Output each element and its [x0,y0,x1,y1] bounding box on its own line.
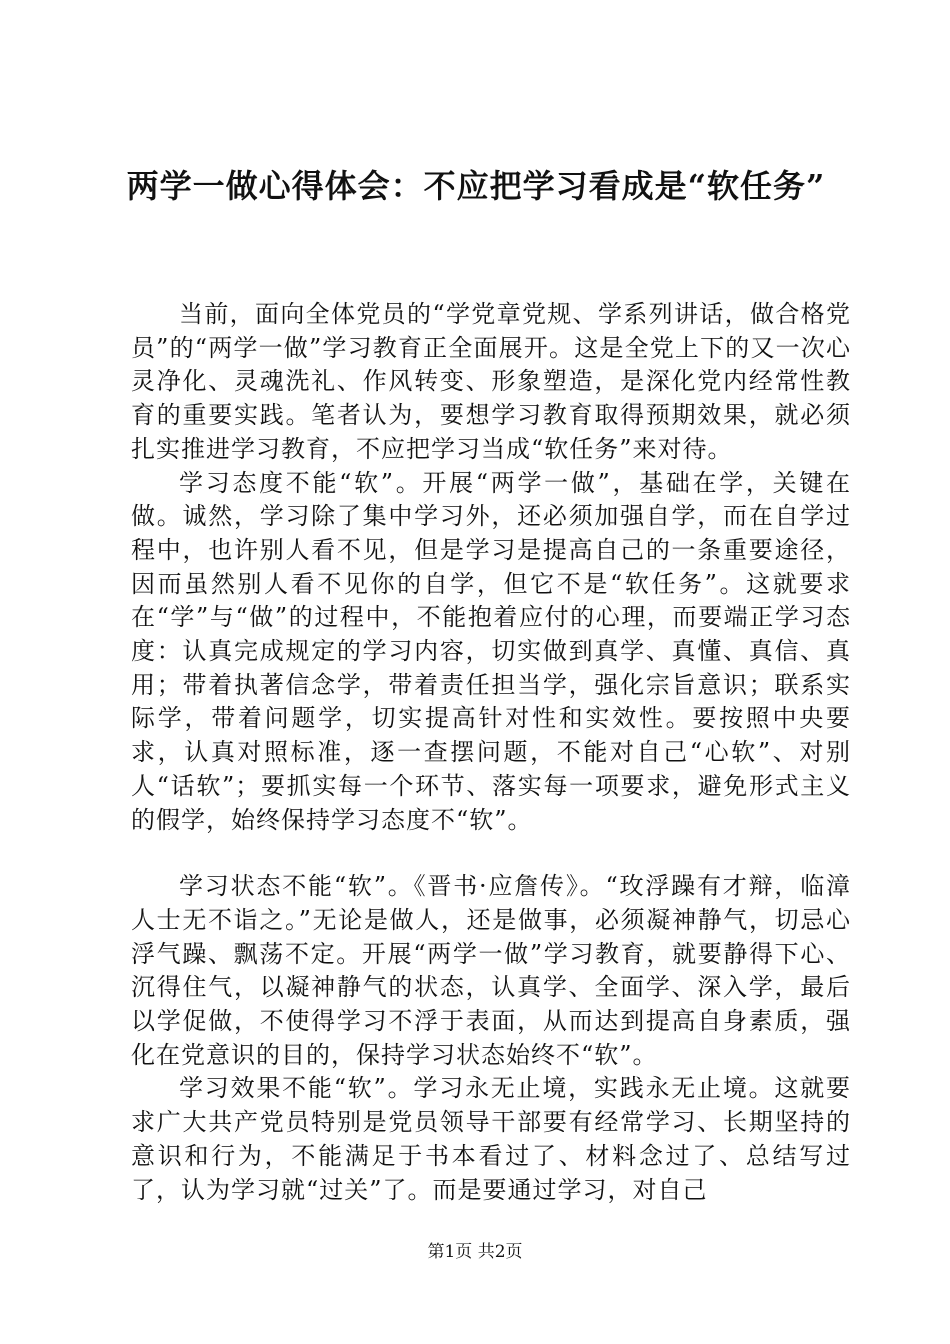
document-title: 两学一做心得体会：不应把学习看成是“软任务” [126,167,826,205]
document-body [131,298,851,1207]
page-footer: 第1页 共2页 [427,1242,523,1262]
paragraph-state: 学习状态不能“软”。《晋书·应詹传》。“玫浮躁有才辩，临漳人士无不诣之。”无论是做人，还是做事，必须凝神静气，切忌心浮气躁、飘荡不定。开展“两学一做”学习教育，就要静得下心、沉得住气，以凝神静气的状态，认真学、全面学、深入学，最后以学促做，不使得学习不浮于表面，从而达到提高自身素质，强化在党意识的目的，保持学习状态始终不“软”。 [131,872,851,1069]
paragraph-effect: 学习效果不能“软”。学习永无止境，实践永无止境。这就要求广大共产党员特别是党员领导干部要有经常学习、长期坚持的意识和行为，不能满足于书本看过了、材料念过了、总结写过了，认为学习就“过关”了。而是要通过学习，对自己 [131,1074,851,1204]
paragraph-intro: 当前，面向全体党员的“学党章党规、学系列讲话，做合格党员”的“两学一做”学习教育正全面展开。这是全党上下的又一次心灵净化、灵魂洗礼、作风转变、形象塑造，是深化党内经常性教育的重要实践。笔者认为，要想学习教育取得预期效果，就必须扎实推进学习教育，不应把学习当成“软任务”来对待。 [131,300,851,463]
paragraph-attitude: 学习态度不能“软”。开展“两学一做”，基础在学，关键在做。诚然，学习除了集中学习外，还必须加强自学，而在自学过程中，也许别人看不见，但是学习是提高自己的一条重要途径，因而虽然别人看不见你的自学，但它不是“软任务”。这就要求在“学”与“做”的过程中，不能抱着应付的心理，而要端正学习态度：认真完成规定的学习内容，切实做到真学、真懂、真信、真用；带着执著信念学，带着责任担当学，强化宗旨意识；联系实际学，带着问题学，切实提高针对性和实效性。要按照中央要求，认真对照标准，逐一查摆问题，不能对自己“心软”、对别人“话软”；要抓实每一个环节、落实每一项要求，避免形式主义的假学，始终保持学习态度不“软”。 [131,468,851,834]
